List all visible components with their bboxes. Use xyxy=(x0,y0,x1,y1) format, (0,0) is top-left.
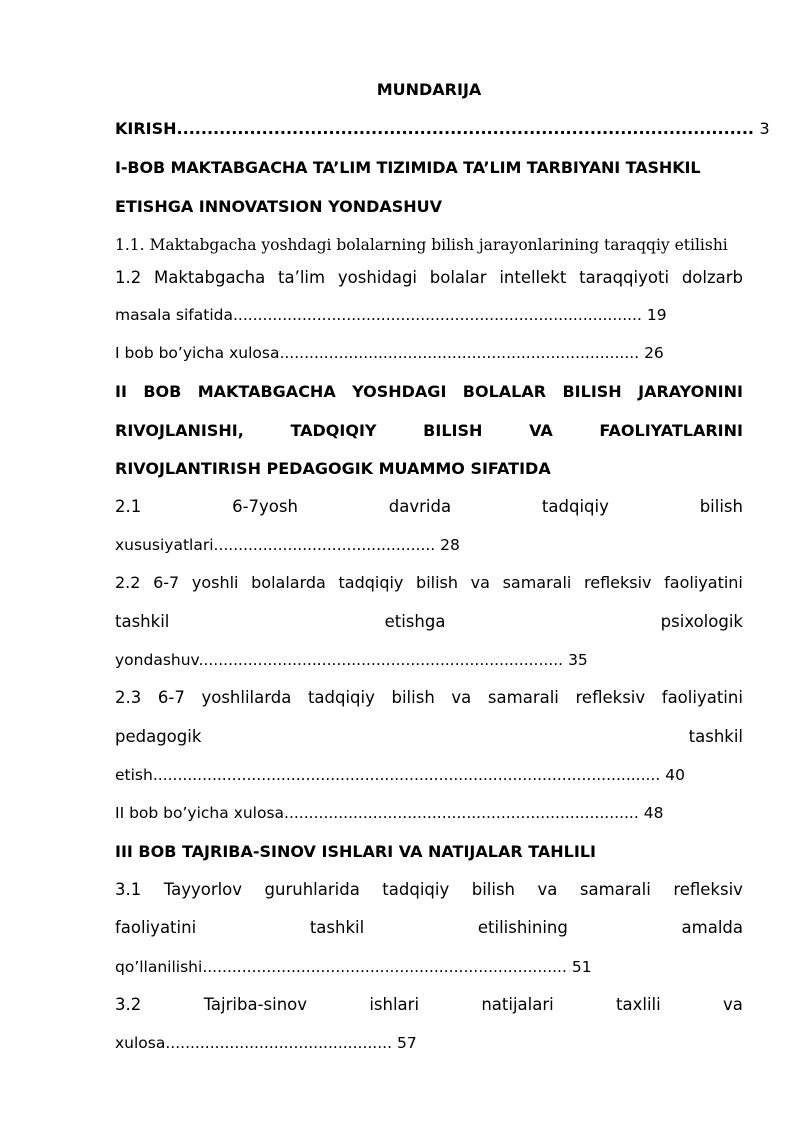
word: bilish xyxy=(416,573,458,592)
toc-leader-dots: ......................................................................... xyxy=(279,344,640,362)
word: 6-7 xyxy=(153,573,180,592)
word: bolalarda xyxy=(251,573,326,592)
word: RIVOJLANISHI, xyxy=(115,421,244,440)
word: etilishining xyxy=(477,918,568,937)
toc-chapter-1-line-1: I-BOB MAKTABGACHA TA’LIM TIZIMIDA TA’LIM TARBIYANI TASHKIL xyxy=(115,158,701,177)
word: dolzarb xyxy=(681,268,743,287)
word: va xyxy=(537,880,558,899)
word: refleksiv xyxy=(673,880,743,899)
word: va xyxy=(451,688,472,707)
word: tadqiqiy xyxy=(382,880,450,899)
toc-entry-label: qo’llanilishi xyxy=(115,958,203,976)
word: etishga xyxy=(384,612,446,631)
toc-entry-label: KIRISH xyxy=(115,119,177,138)
word: BOB xyxy=(143,382,182,401)
word: 2.1 xyxy=(115,497,142,516)
toc-entry-label: xususiyatlari xyxy=(115,536,214,554)
toc-entry-3-2-line-2 xyxy=(115,1030,743,1056)
toc-entry-1-1: 1.1. Maktabgacha yoshdagi bolalarning bilish jarayonlarining taraqqiy etilishi xyxy=(115,236,728,254)
toc-entry-2-2-line-3 xyxy=(115,647,743,673)
toc-entry-2-3-line-2 xyxy=(115,724,743,750)
word: amalda xyxy=(681,918,743,937)
word: bilish xyxy=(699,497,743,516)
word: 2.2 xyxy=(115,573,141,592)
toc-entry-chapter-2-summary xyxy=(115,800,743,826)
word: samarali xyxy=(502,573,572,592)
word: FAOLIYATLARINI xyxy=(599,421,743,440)
word: tashkil xyxy=(309,918,365,937)
toc-entry-2-3-line-3 xyxy=(115,762,743,788)
word: natijalari xyxy=(481,995,554,1014)
toc-entry-1-2-line-1 xyxy=(115,265,743,291)
toc-entry-label: masala sifatida xyxy=(115,306,233,324)
toc-chapter-1-line-2: ETISHGA INNOVATSION YONDASHUV xyxy=(115,197,443,216)
toc-page-number: 48 xyxy=(643,804,664,822)
word: 6-7 xyxy=(157,688,185,707)
toc-leader-dots: .......................................................................... xyxy=(202,958,567,976)
toc-entry-kirish xyxy=(115,116,770,142)
word: 3.1 xyxy=(115,880,142,899)
toc-page-number: 28 xyxy=(440,536,460,554)
toc-leader-dots: .............................................. xyxy=(165,1034,393,1052)
word: taraqqiyoti xyxy=(579,268,670,287)
word: BILISH xyxy=(423,421,483,440)
word: faoliyatini xyxy=(115,918,197,937)
word: va xyxy=(723,995,743,1014)
toc-leader-dots: .......................................................................... xyxy=(198,651,564,669)
toc-entry-2-2-line-1 xyxy=(115,570,743,596)
toc-entry-label: xulosa xyxy=(115,1034,166,1052)
word: JARAYONINI xyxy=(638,382,743,401)
word: faoliyatini xyxy=(664,573,743,592)
toc-entry-label: yondashuv xyxy=(115,651,199,669)
toc-chapter-2-line-3: RIVOJLANTIRISH PEDAGOGIK MUAMMO SIFATIDA xyxy=(115,459,551,478)
toc-entry-3-1-line-3 xyxy=(115,954,743,980)
word: 3.2 xyxy=(115,995,142,1014)
word: 6-7yosh xyxy=(232,497,298,516)
toc-page-number: 35 xyxy=(568,651,588,669)
toc-leader-dots: ............................................................................................... xyxy=(176,119,754,138)
word: tashkil xyxy=(115,612,170,631)
word: guruhlarida xyxy=(264,880,360,899)
toc-page-number: 57 xyxy=(396,1034,417,1052)
word: pedagogik xyxy=(115,727,202,746)
toc-page-number: 51 xyxy=(571,958,592,976)
toc-page-number: 26 xyxy=(644,344,664,362)
word: yoshlilarda xyxy=(201,688,292,707)
word: tadqiqiy xyxy=(541,497,609,516)
toc-entry-chapter-1-summary xyxy=(115,340,743,366)
word: TADQIQIY xyxy=(290,421,377,440)
word: Tayyorlov xyxy=(163,880,243,899)
word: bilish xyxy=(391,688,435,707)
word: tadqiqiy xyxy=(307,688,375,707)
word: davrida xyxy=(388,497,452,516)
word: tadqiqiy xyxy=(338,573,404,592)
toc-chapter-3: III BOB TAJRIBA-SINOV ISHLARI VA NATIJALAR TAHLILI xyxy=(115,842,596,861)
toc-entry-2-2-line-2 xyxy=(115,609,743,635)
toc-leader-dots: ....................................................................................................... xyxy=(152,766,661,784)
word: samarali xyxy=(487,688,559,707)
word: bilish xyxy=(471,880,515,899)
word: 1.2 xyxy=(115,268,142,287)
toc-entry-3-1-line-2 xyxy=(115,915,743,941)
word: VA xyxy=(529,421,553,440)
page-title: MUNDARIJA xyxy=(376,80,482,99)
toc-entry-2-1-line-1 xyxy=(115,494,743,520)
word: va xyxy=(470,573,490,592)
word: refleksiv xyxy=(584,573,652,592)
word: faoliyatini xyxy=(661,688,743,707)
toc-chapter-2-line-2 xyxy=(115,418,743,444)
toc-leader-dots: ............................................. xyxy=(213,536,436,554)
word: psixologik xyxy=(660,612,743,631)
toc-entry-2-1-line-2 xyxy=(115,532,743,558)
word: Tajriba-sinov xyxy=(203,995,308,1014)
word: bolalar xyxy=(429,268,487,287)
toc-leader-dots: ................................................................................... xyxy=(232,306,642,324)
toc-entry-3-1-line-1 xyxy=(115,877,743,903)
word: tashkil xyxy=(688,727,743,746)
word: taxlili xyxy=(616,995,661,1014)
word: samarali xyxy=(579,880,651,899)
toc-entry-label: II bob bo’yicha xulosa xyxy=(115,804,285,822)
word: yoshli xyxy=(191,573,239,592)
word: II xyxy=(115,382,127,401)
word: Maktabgacha xyxy=(154,268,266,287)
toc-page-number: 19 xyxy=(646,306,667,324)
toc-page-number: 3 xyxy=(759,119,770,138)
toc-entry-label: I bob bo’yicha xulosa xyxy=(115,344,280,362)
toc-entry-1-2-line-2 xyxy=(115,302,743,328)
word: yoshidagi xyxy=(337,268,417,287)
toc-leader-dots: ........................................................................ xyxy=(284,804,639,822)
word: YOSHDAGI xyxy=(352,382,447,401)
toc-page-number: 40 xyxy=(665,766,685,784)
word: 2.3 xyxy=(115,688,142,707)
toc-chapter-2-line-1 xyxy=(115,379,743,405)
word: BILISH xyxy=(562,382,622,401)
word: intellekt xyxy=(499,268,567,287)
word: ta’lim xyxy=(278,268,326,287)
word: BOLALAR xyxy=(462,382,547,401)
toc-entry-2-3-line-1 xyxy=(115,685,743,711)
toc-entry-3-2-line-1 xyxy=(115,992,743,1018)
word: ishlari xyxy=(369,995,420,1014)
word: refleksiv xyxy=(575,688,646,707)
toc-entry-label: etish xyxy=(115,766,153,784)
word: MAKTABGACHA xyxy=(197,382,336,401)
